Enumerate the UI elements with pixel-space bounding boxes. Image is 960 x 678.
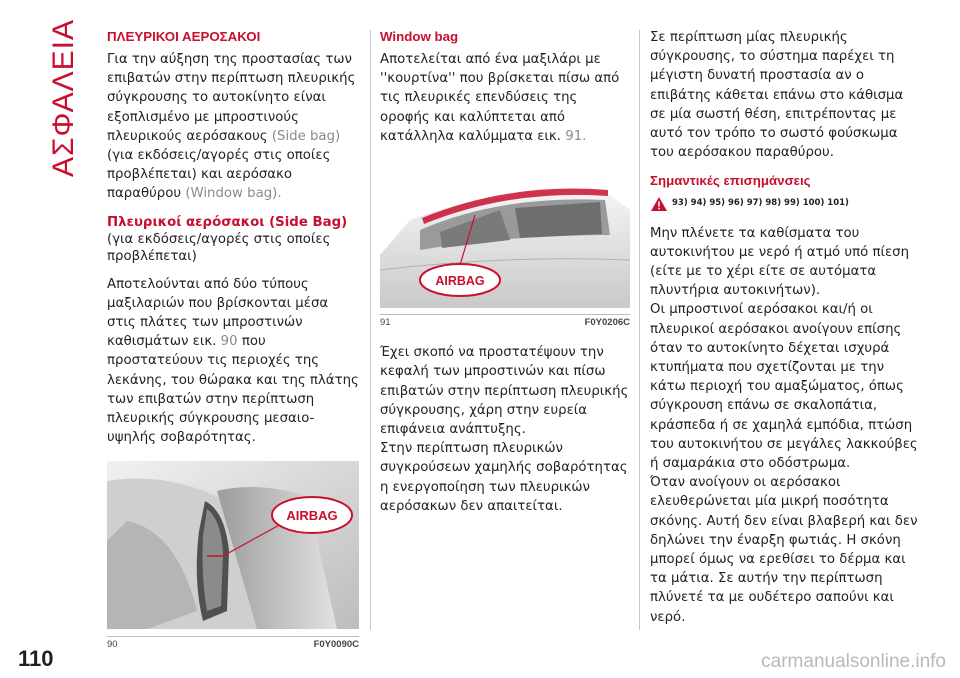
underbody-impact-note: Οι μπροστινοί αερόσακοι και/ή οι πλευρικοί αερόσακοι ανοίγουν επίσης όταν το αυτοκίνητο δέχεται ισχυρά κτυπήματα που σχετίζονται με την κάτω περιοχή του αμαξώματος, όπως σύγκρουση επάνω σε σκαλοπάτια, κράσπεδα ή σε χαμηλά εμπόδια, πτώση του αυτοκινήτου σε μεγάλες λακκούβες ή σαμαράκια στο οδόστρωμα. [650,302,918,472]
column-2 [380,28,630,516]
page-number: 110 [18,646,54,671]
intro-text-sidebag: (Side bag) [271,128,341,144]
intro-text-windowbag: (Window bag). [185,186,282,202]
window-bag-description [380,50,630,146]
window-bag-purpose: Έχει σκοπό να προστατέψουν την κεφαλή των μπροστινών και πίσω επιβατών στην περίπτωση πλευρικής σύγκρουσης, χάρη στην ευρεία επιφάνεια ανάπτυξης. [380,345,629,438]
side-bag-text-b: που προστατεύουν τις περιοχές της λεκάνης, του θώρακα και της πλάτης των επιβατών στην περίπτωση πλευρικής σύγκρουσης μεσαιο-υψηλής σοβαρότητας. [107,334,359,446]
column-1 [107,28,359,651]
side-bag-description [107,275,359,448]
figure-ref-91: 91. [565,128,587,144]
window-bag-low-severity: Στην περίπτωση πλευρικών συγκρούσεων χαμηλής σοβαρότητας η ενεργοποίηση των πλευρικών αερόσακων δεν απαιτείται. [380,441,628,514]
site-watermark: carmanualsonline.info [761,651,946,672]
section-title-important-notes: Σημαντικές επισημάνσεις [650,173,811,189]
intro-text-a: Για την αύξηση της προστασίας των επιβατών στην περίπτωση πλευρικής σύγκρουσης το αυτοκίνητο είναι εξοπλισμένο με μπροστινούς πλευρικούς αερόσακους [107,52,356,144]
column-3 [650,28,918,627]
figure-caption-91 [380,317,630,329]
section-title-window-bag: Window bag [380,29,459,44]
airbag-label-91: AIRBAG [435,274,485,289]
warning-triangle-icon [650,196,668,212]
window-bag-text-a: Αποτελείται από ένα μαξιλάρι με ''κουρτίνα'' που βρίσκεται πίσω από τις πλευρικές επενδύσεις της οροφής και καλύπτεται από κατάλληλα καλύμματα εικ. [380,52,620,144]
figure-number-91: 91 [380,317,391,329]
figure-code-90: F0Y0090C [313,638,359,650]
figure-number-90: 90 [107,638,118,650]
window-bag-illustration [380,160,630,308]
side-bag-text-a: Αποτελούνται από δύο τύπους μαξιλαριών που βρίσκονται μέσα στις πλάτες των μπροστινών καθισμάτων εικ. [107,276,329,350]
column-divider-1 [370,30,371,630]
figure-code-91: F0Y0206C [584,317,630,329]
figure-caption-90 [107,639,359,651]
seat-airbag-illustration [107,461,359,629]
intro-paragraph [107,50,359,204]
column-divider-2 [639,30,640,630]
airbag-label-90: AIRBAG [286,508,338,524]
seat-washing-note: Μην πλένετε τα καθίσματα του αυτοκινήτου με νερό ή ατμό υπό πίεση (είτε με το χέρι είτε σε αυτόματα πλυντήρια αυτοκινήτων). [650,225,909,299]
section-title-side-airbags: ΠΛΕΥΡΙΚΟΙ ΑΕΡΟΣΑΚΟΙ [107,29,261,44]
side-impact-protection-text: Σε περίπτωση μίας πλευρικής σύγκρουσης, το σύστημα παρέχει τη μέγιστη δυνατή προστασία αν ο επιβάτης κάθεται επάνω στο κάθισμα σε μία σωστή θέση, επιτρέποντας με αυτό τον τρόπο το σωστό φούσκωμα του αερόσακου παραθύρου. [650,30,904,161]
airbag-dust-note: Όταν ανοίγουν οι αερόσακοι ελευθερώνεται μία μικρή ποσότητα σκόνης. Αυτή δεν είναι βλαβερή και δεν δηλώνει την έναρξη φωτιάς. Η σκόνη μπορεί όμως να ερεθίσει το δέρμα και τα μάτια. Σε αυτήν την περίπτωση πλύνετέ τα με ουδέτερο σαπούνι και νερό. [650,475,918,625]
figure-90 [107,461,359,636]
subsection-title-side-bag: Πλευρικοί αερόσακοι (Side Bag) [107,214,348,230]
warning-references [650,194,918,213]
subsection-note: (για εκδόσεις/αγορές στις οποίες προβλέπεται) [107,231,331,264]
figure-ref-90: 90 [220,334,238,350]
side-section-label-text: ΑΣΦΑΛΕΙΑ [47,18,80,178]
figure-91 [380,160,630,315]
side-section-label [44,18,84,178]
intro-text-c: (για εκδόσεις/αγορές στις οποίες προβλέπεται) και αερόσακο παραθύρου [107,148,331,202]
warning-refs-text: 93) 94) 95) 96) 97) 98) 99) 100) 101) [672,198,849,209]
